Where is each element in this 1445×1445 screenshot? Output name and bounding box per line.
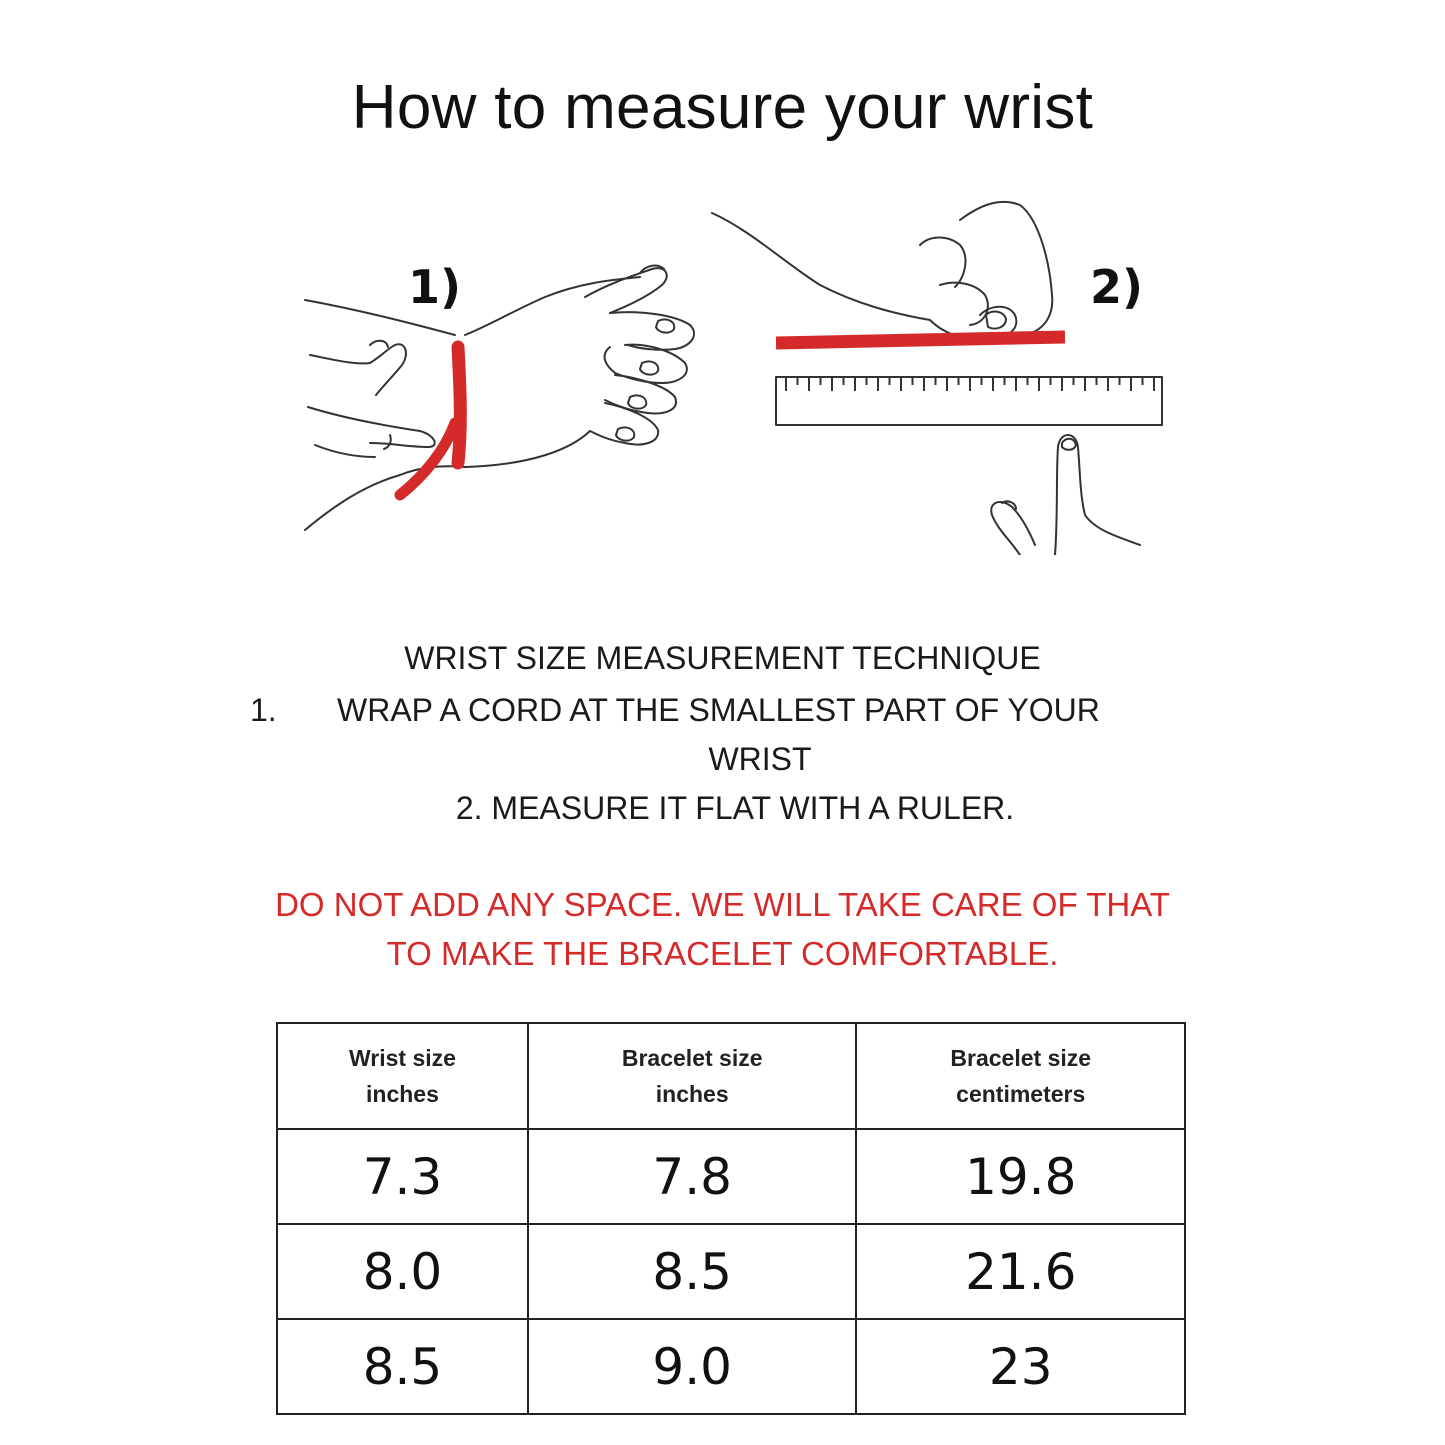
- table-cell: 19.8: [856, 1129, 1185, 1224]
- step2-text: 2. MEASURE IT FLAT WITH A RULER.: [455, 790, 1015, 826]
- table-cell: 8.0: [277, 1224, 528, 1319]
- step2-label: 2): [1090, 260, 1144, 314]
- table-cell: 8.5: [528, 1224, 857, 1319]
- header-bracelet-cm: Bracelet size centimeters: [856, 1023, 1185, 1129]
- table-row: [277, 1224, 1185, 1319]
- table-row: [277, 1129, 1185, 1224]
- step1-label: 1): [408, 260, 462, 314]
- wrist-with-cord-drawing: [305, 266, 694, 530]
- table-cell: 7.3: [277, 1129, 528, 1224]
- warning-line2: TO MAKE THE BRACELET COMFORTABLE.: [386, 935, 1059, 972]
- header-wrist-inches: Wrist size inches: [277, 1023, 528, 1129]
- ruler-hands-drawing: [712, 202, 1162, 555]
- table-row: [277, 1319, 1185, 1414]
- size-table: [276, 1022, 1186, 1415]
- warning-line1: DO NOT ADD ANY SPACE. WE WILL TAKE CARE OF THAT: [275, 886, 1170, 923]
- instructions-heading: WRIST SIZE MEASUREMENT TECHNIQUE: [404, 640, 1041, 676]
- table-cell: 8.5: [277, 1319, 528, 1414]
- ruler-ticks: [786, 377, 1154, 391]
- red-cord-flat: [776, 337, 1065, 343]
- page-title: How to measure your wrist: [351, 73, 1094, 142]
- table-cell: 7.8: [528, 1129, 857, 1224]
- table-cell: 9.0: [528, 1319, 857, 1414]
- table-cell: 23: [856, 1319, 1185, 1414]
- table-header-row: [277, 1023, 1185, 1129]
- step1-text-line2: WRIST: [708, 741, 812, 777]
- measurement-illustration: [280, 185, 1180, 555]
- table-cell: 21.6: [856, 1224, 1185, 1319]
- step1-text-line1: WRAP A CORD AT THE SMALLEST PART OF YOUR: [337, 692, 1100, 728]
- step1-number: 1.: [250, 692, 277, 728]
- header-bracelet-inches: Bracelet size inches: [528, 1023, 857, 1129]
